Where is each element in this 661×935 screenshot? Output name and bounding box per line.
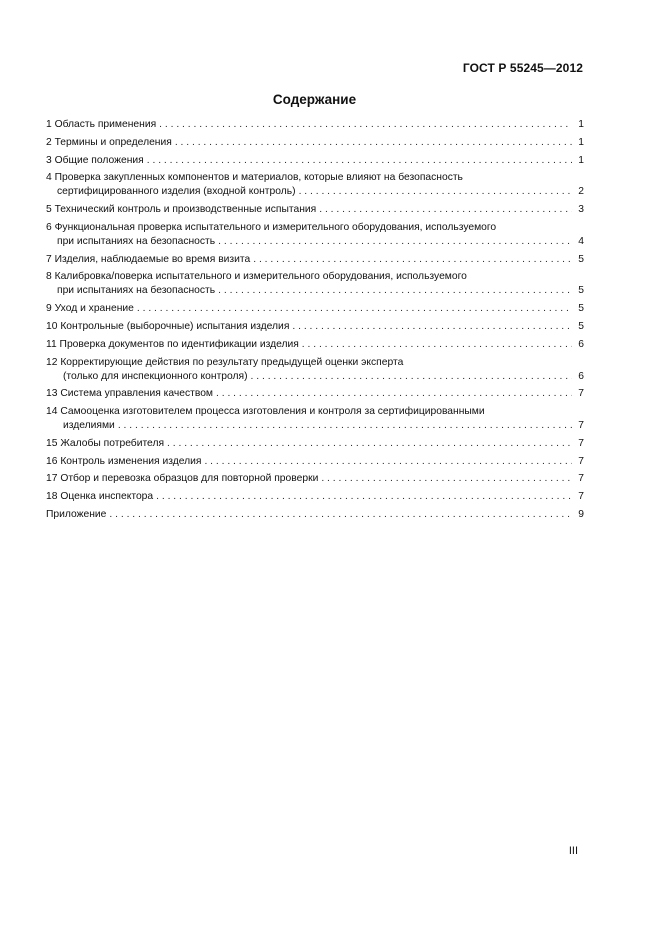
- toc-entry: [46, 509, 584, 521]
- toc-page-number: 5: [578, 285, 584, 297]
- toc-entry-text: при испытаниях на безопасность: [57, 235, 216, 247]
- toc-entry: [46, 456, 584, 468]
- toc-entry-title-continuation: [46, 420, 584, 432]
- toc-page-number: 1: [578, 119, 584, 130]
- page-number: III: [568, 845, 578, 857]
- toc-entry-title: [46, 222, 584, 234]
- toc-page-number: 6: [578, 338, 584, 350]
- toc-dot-leader: [175, 137, 572, 149]
- toc-entry-title-continuation: [46, 236, 584, 248]
- toc-entry-text: 14 Самооценка изготовителем процесса изготовления и контроля за сертифицированными: [46, 406, 485, 418]
- toc-entry-title-continuation: [46, 285, 584, 297]
- toc-entry-text: 3 Общие положения: [46, 154, 144, 166]
- toc-entry-title: [46, 406, 584, 418]
- toc-page-number: 4: [578, 235, 584, 247]
- toc-entry-text: при испытаниях на безопасность: [57, 285, 216, 297]
- toc-entry: [46, 271, 584, 297]
- toc-entry-text: 17 Отбор и перевозка образцов для повторной проверки: [46, 473, 319, 485]
- toc-entry: [46, 357, 584, 383]
- toc-entry-text: (только для инспекционного контроля): [63, 370, 248, 382]
- toc-dot-leader: [253, 254, 572, 266]
- toc-entry: [46, 137, 584, 149]
- toc-entry-text: 10 Контрольные (выборочные) испытания изделия: [46, 320, 290, 332]
- toc-entry: [46, 321, 584, 333]
- toc-entry-title: [46, 155, 584, 167]
- toc-entry: [46, 172, 584, 198]
- toc-entry-text: 1 Область применения: [46, 119, 157, 130]
- toc-entry-title: [46, 321, 584, 333]
- toc-dot-leader: [218, 285, 572, 297]
- toc-dot-leader: [204, 456, 572, 468]
- toc-page-number: 3: [578, 204, 584, 216]
- toc-page-number: 7: [578, 455, 584, 467]
- toc-entry: [46, 204, 584, 216]
- toc-entry-text: 5 Технический контроль и производственные испытания: [46, 204, 317, 216]
- toc-page-number: 7: [578, 437, 584, 449]
- toc-page-number: 5: [578, 320, 584, 332]
- toc-dot-leader: [147, 155, 572, 167]
- toc-dot-leader: [159, 119, 572, 131]
- document-designation: ГОСТ Р 55245—2012: [462, 61, 583, 75]
- toc-dot-leader: [319, 204, 572, 216]
- toc-dot-leader: [216, 388, 572, 400]
- toc-entry-text: 8 Калибровка/поверка испытательного и измерительного оборудования, используемого: [46, 271, 467, 283]
- toc-entry-title: [46, 204, 584, 216]
- toc-page-number: 2: [578, 186, 584, 198]
- toc-entry-title: [46, 254, 584, 266]
- toc-page-number: 5: [578, 303, 584, 315]
- toc-entry-text: сертифицированного изделия (входной контроль): [57, 186, 296, 198]
- toc-dot-leader: [167, 438, 572, 450]
- toc-entry-text: 12 Корректирующие действия по результату предыдущей оценки эксперта: [46, 356, 404, 368]
- toc-dot-leader: [302, 339, 572, 351]
- toc-entry: [46, 339, 584, 351]
- toc-entry-text: 15 Жалобы потребителя: [46, 437, 165, 449]
- toc-entry-text: Приложение: [46, 508, 107, 520]
- toc-page-number: 7: [578, 491, 584, 503]
- toc-entry-title: [46, 172, 584, 184]
- toc-entry-text: 11 Проверка документов по идентификации изделия: [46, 338, 299, 350]
- toc-entry-text: 7 Изделия, наблюдаемые во время визита: [46, 253, 251, 265]
- toc-page-number: 7: [578, 420, 584, 432]
- toc-dot-leader: [321, 473, 572, 485]
- toc-entry-text: 18 Оценка инспектора: [46, 491, 154, 503]
- toc-entry: [46, 119, 584, 131]
- toc-entry-title: [46, 509, 584, 521]
- toc-entry-title: [46, 137, 584, 149]
- toc-entry-title: [46, 339, 584, 351]
- toc-entry-title: [46, 357, 584, 369]
- toc-entry: [46, 388, 584, 400]
- table-of-contents: [46, 119, 584, 527]
- toc-dot-leader: [299, 186, 572, 198]
- toc-entry: [46, 155, 584, 167]
- toc-entry: [46, 406, 584, 432]
- toc-entry-title: [46, 456, 584, 468]
- toc-entry: [46, 254, 584, 266]
- toc-entry-title: [46, 388, 584, 400]
- toc-entry-text: 6 Функциональная проверка испытательного и измерительного оборудования, используемого: [46, 221, 497, 233]
- toc-entry-title: [46, 491, 584, 503]
- toc-dot-leader: [118, 420, 572, 432]
- toc-entry: [46, 222, 584, 248]
- toc-dot-leader: [137, 303, 572, 315]
- toc-entry-title: [46, 303, 584, 315]
- toc-page-number: 1: [578, 136, 584, 148]
- toc-entry-title: [46, 271, 584, 283]
- toc-entry: [46, 303, 584, 315]
- toc-page-number: 7: [578, 388, 584, 400]
- toc-entry-text: 16 Контроль изменения изделия: [46, 455, 202, 467]
- toc-entry-text: 4 Проверка закупленных компонентов и материалов, которые влияют на безопасность: [46, 172, 463, 184]
- toc-entry-text: 13 Система управления качеством: [46, 388, 214, 400]
- toc-entry: [46, 491, 584, 503]
- toc-dot-leader: [251, 371, 572, 383]
- toc-page-number: 5: [578, 253, 584, 265]
- toc-entry: [46, 438, 584, 450]
- toc-page-number: 1: [578, 154, 584, 166]
- toc-entry-text: 2 Термины и определения: [46, 136, 172, 148]
- toc-dot-leader: [218, 236, 572, 248]
- toc-title: Содержание: [272, 92, 357, 107]
- toc-page-number: 9: [578, 508, 584, 520]
- toc-entry-title: [46, 438, 584, 450]
- toc-entry-title-continuation: [46, 371, 584, 383]
- toc-dot-leader: [156, 491, 572, 503]
- toc-page-number: 7: [578, 473, 584, 485]
- toc-entry-title-continuation: [46, 186, 584, 198]
- toc-dot-leader: [109, 509, 572, 521]
- toc-entry-title: [46, 119, 584, 131]
- toc-page-number: 6: [578, 370, 584, 382]
- toc-entry-title: [46, 473, 584, 485]
- toc-dot-leader: [292, 321, 572, 333]
- toc-entry-text: 9 Уход и хранение: [46, 303, 134, 315]
- toc-entry-text: изделиями: [63, 420, 115, 432]
- toc-entry: [46, 473, 584, 485]
